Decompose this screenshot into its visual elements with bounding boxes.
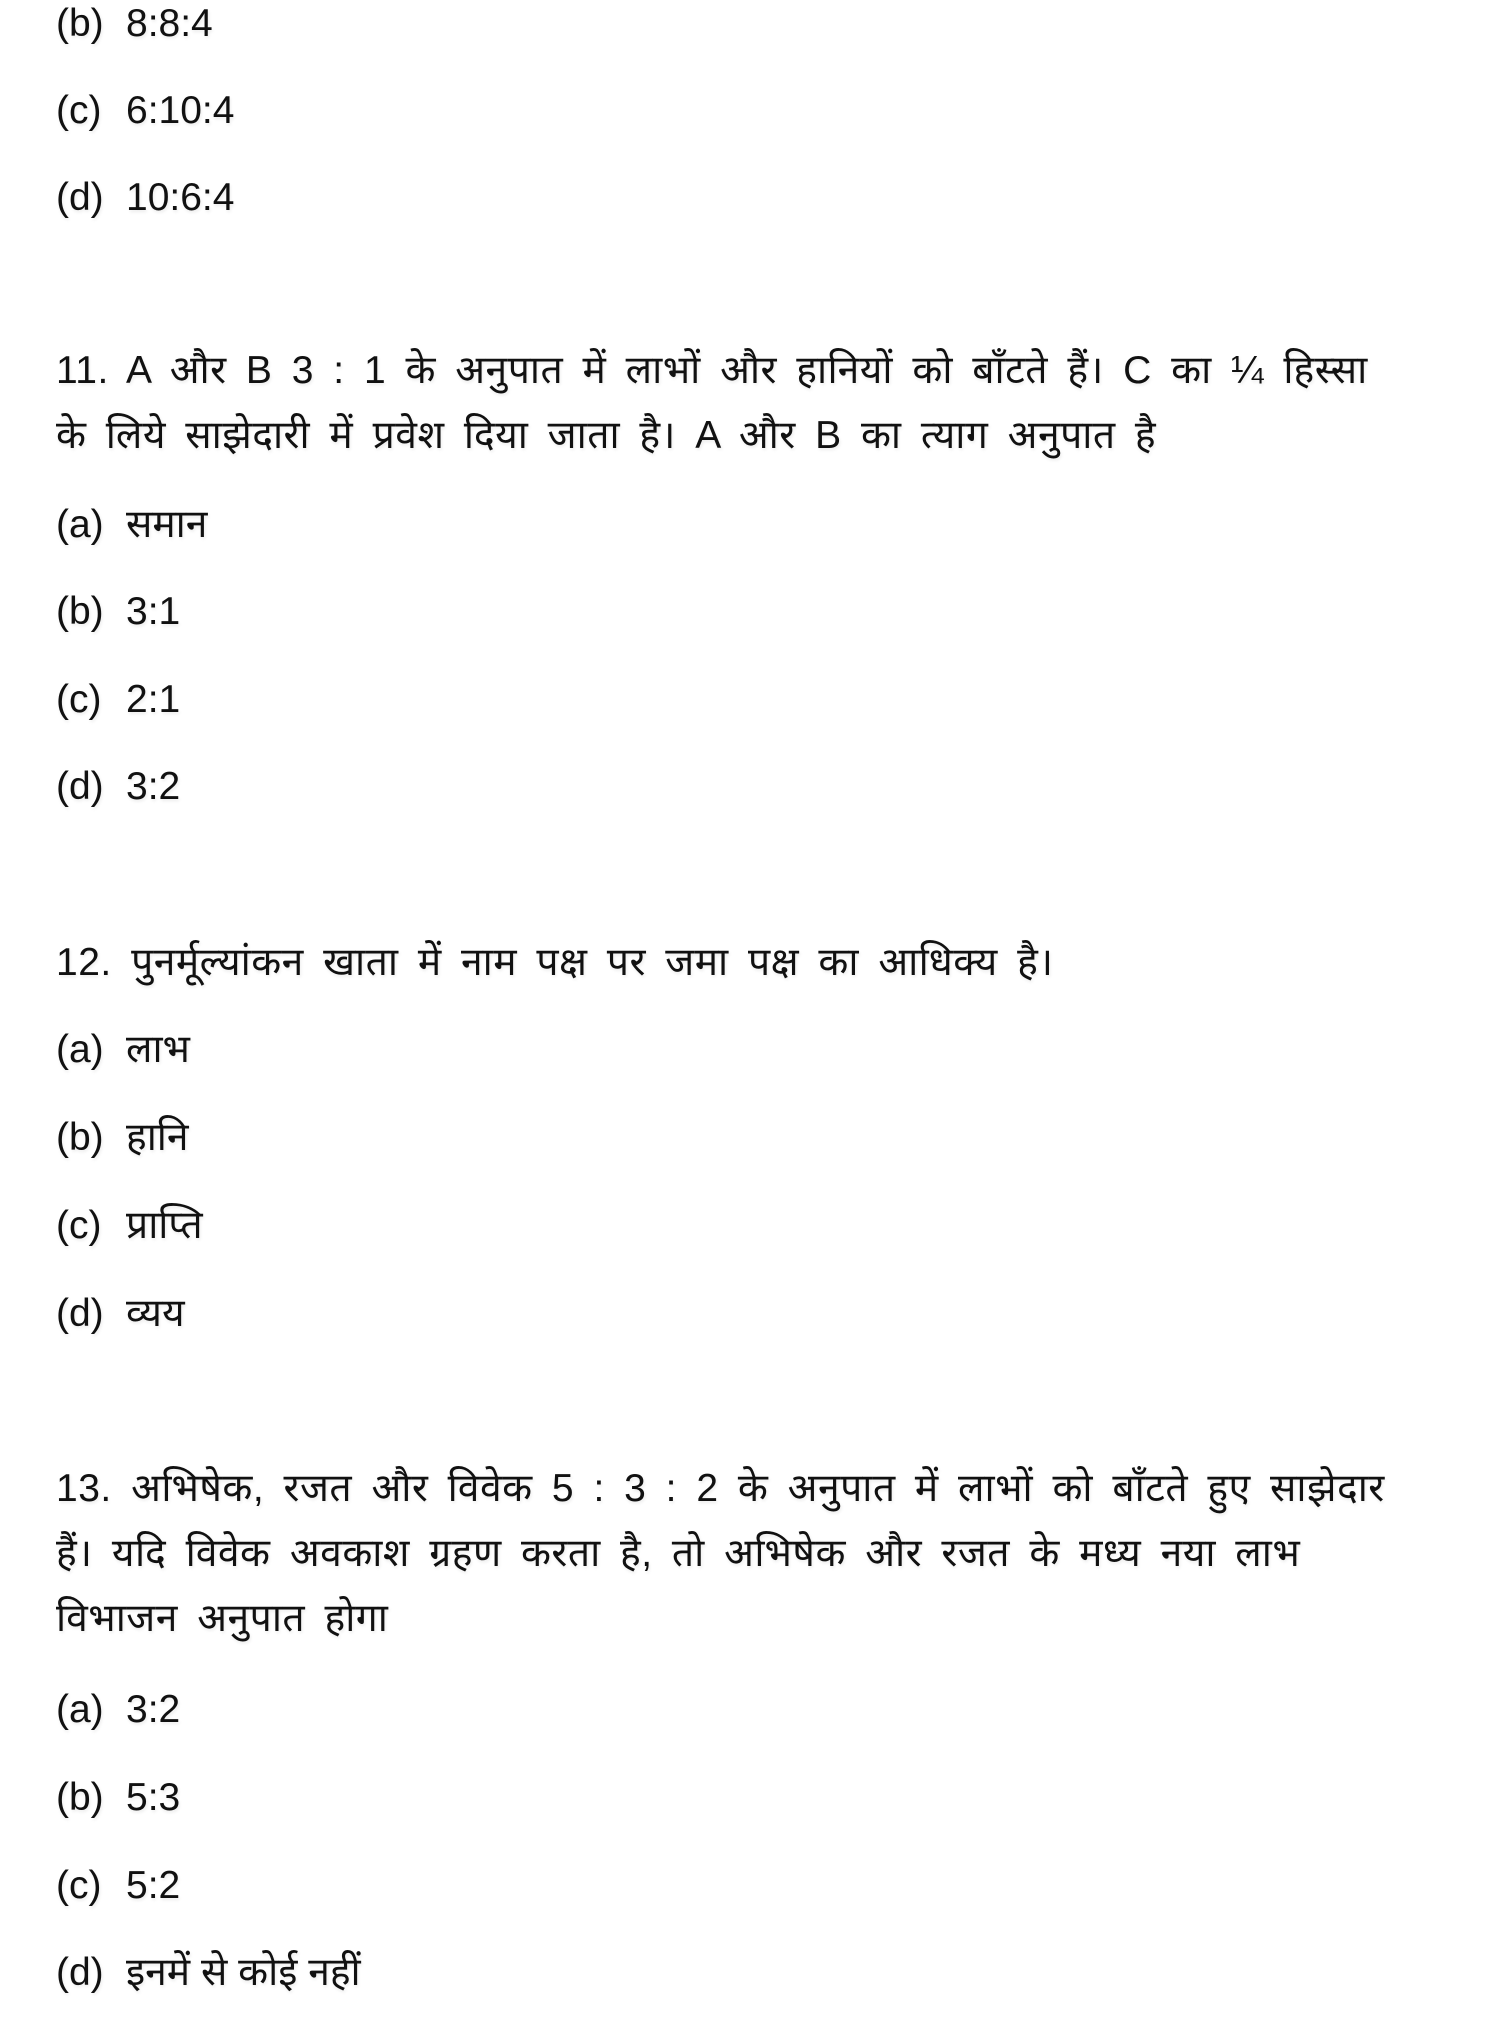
option-label: (a)	[56, 1688, 104, 1731]
option-d[interactable]	[56, 1290, 185, 1338]
option-label: (a)	[56, 503, 104, 546]
option-d[interactable]	[56, 1949, 361, 1997]
option-label: (c)	[56, 89, 102, 132]
question-text: अभिषेक, रजत और विवेक 5 : 3 : 2 के अनुपात में लाभों को बाँटते हुए साझेदार	[131, 1467, 1385, 1510]
option-text: 3:2	[126, 1688, 181, 1731]
option-text: 8:8:4	[126, 2, 213, 45]
option-text: इनमें से कोई नहीं	[126, 1951, 361, 1994]
question-stem-line	[56, 1465, 1385, 1513]
option-label: (b)	[56, 1776, 104, 1819]
question-stem-line: हैं। यदि विवेक अवकाश ग्रहण करता है, तो अभिषेक और रजत के मध्य नया लाभ	[56, 1532, 1301, 1575]
option-label: (d)	[56, 1951, 104, 1994]
option-label: (c)	[56, 1864, 102, 1907]
option-text: 3:1	[126, 590, 181, 633]
option-b[interactable]	[56, 1774, 180, 1822]
option-label: (c)	[56, 678, 102, 721]
option-a[interactable]	[56, 1026, 190, 1074]
option-c[interactable]	[56, 676, 180, 724]
question-text: पुनर्मूल्यांकन खाता में नाम पक्ष पर जमा पक्ष का आधिक्य है।	[131, 941, 1054, 984]
option-text: 2:1	[126, 678, 181, 721]
option-c[interactable]	[56, 1202, 203, 1250]
question-stem-line	[56, 347, 1368, 395]
option-c[interactable]	[56, 1862, 180, 1910]
option-text: 5:3	[126, 1776, 181, 1819]
option-a[interactable]	[56, 1686, 180, 1734]
option-c[interactable]	[56, 87, 234, 135]
option-text: 3:2	[126, 765, 181, 808]
question-stem-line: के लिये साझेदारी में प्रवेश दिया जाता है। A और B का त्याग अनुपात है	[56, 414, 1157, 457]
option-text: समान	[126, 503, 208, 546]
question-number: 12.	[56, 941, 112, 984]
question-stem-line	[56, 939, 1054, 987]
question-number: 11.	[56, 349, 109, 392]
option-text: 6:10:4	[126, 89, 235, 132]
option-b[interactable]	[56, 0, 213, 48]
option-text: 10:6:4	[126, 176, 235, 219]
option-text: लाभ	[126, 1028, 190, 1071]
option-label: (d)	[56, 176, 104, 219]
option-b[interactable]	[56, 588, 180, 636]
option-a[interactable]	[56, 501, 207, 549]
option-b[interactable]	[56, 1114, 189, 1162]
question-stem-line: विभाजन अनुपात होगा	[56, 1597, 389, 1640]
option-text: हानि	[126, 1116, 189, 1159]
option-label: (d)	[56, 765, 104, 808]
option-text: प्राप्ति	[126, 1204, 203, 1247]
option-label: (b)	[56, 590, 104, 633]
option-d[interactable]	[56, 174, 234, 222]
question-text: A और B 3 : 1 के अनुपात में लाभों और हानियों को बाँटते हैं। C का ¼ हिस्सा	[126, 349, 1368, 392]
option-text: 5:2	[126, 1864, 181, 1907]
option-label: (b)	[56, 2, 104, 45]
option-label: (b)	[56, 1116, 104, 1159]
question-number: 13.	[56, 1467, 112, 1510]
option-text: व्यय	[126, 1292, 185, 1335]
option-label: (c)	[56, 1204, 102, 1247]
option-label: (d)	[56, 1292, 104, 1335]
option-d[interactable]	[56, 763, 180, 811]
option-label: (a)	[56, 1028, 104, 1071]
